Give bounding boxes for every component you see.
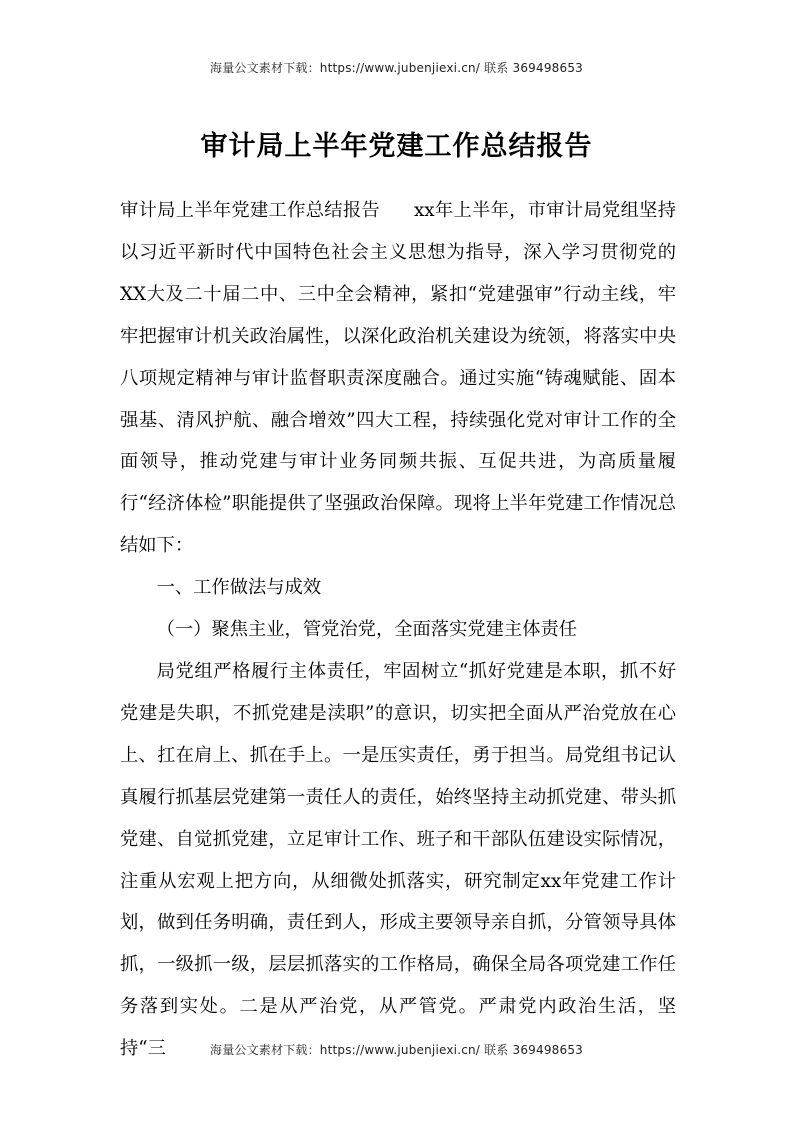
intro-paragraph xyxy=(120,190,676,567)
intro-lead: 审计局上半年党建工作总结报告 xyxy=(120,200,380,221)
subsection-heading: （一）聚焦主业，管党治党，全面落实党建主体责任 xyxy=(156,619,578,641)
intro-text: xx年上半年，市审计局党组坚持以习近平新时代中国特色社会主义思想为指导，深入学习贯彻党的XX大及二十届二中、三中全会精神，紧扣“党建强审”行动主线，牢牢把握审计机关政治属性，以深化政治机关建设为统领，将落实中央八项规定精神与审计监督职责深度融合。通过实施“铸魂赋能、固本强基、清风护航、融合增效”四大工程，持续强化党对审计工作的全面领导，推动党建与审计业务同频共振、互促共进，为高质量履行“经济体检”职能提供了坚强政治保障。现将上半年党建工作情况总结如下： xyxy=(120,200,677,557)
document-body xyxy=(120,190,676,1070)
document-title: 审计局上半年党建工作总结报告 xyxy=(200,131,593,162)
section-heading: 一、工作做法与成效 xyxy=(156,577,322,599)
page-header: 海量公文素材下载：https://www.jubenjiexi.cn/ 联系 369498653 xyxy=(210,61,583,75)
page-footer: 海量公文素材下载：https://www.jubenjiexi.cn/ 联系 369498653 xyxy=(210,1043,583,1057)
body-paragraph: 局党组严格履行主体责任，牢固树立“抓好党建是本职，抓不好党建是失职，不抓党建是渎职”的意识，切实把全面从严治党放在心上、扛在肩上、抓在手上。一是压实责任，勇于担当。局党组书记认真履行抓基层党建第一责任人的责任，始终坚持主动抓党建、带头抓党建、自觉抓党建，立足审计工作、班子和干部队伍建设实际情况，注重从宏观上把方向，从细微处抓落实，研究制定xx年党建工作计划，做到任务明确，责任到人，形成主要领导亲自抓，分管领导具体抓，一级抓一级，层层抓落实的工作格局，确保全局各项党建工作任务落到实处。二是从严治党，从严管党。严肃党内政治生活，坚持“三 xyxy=(120,660,676,1060)
